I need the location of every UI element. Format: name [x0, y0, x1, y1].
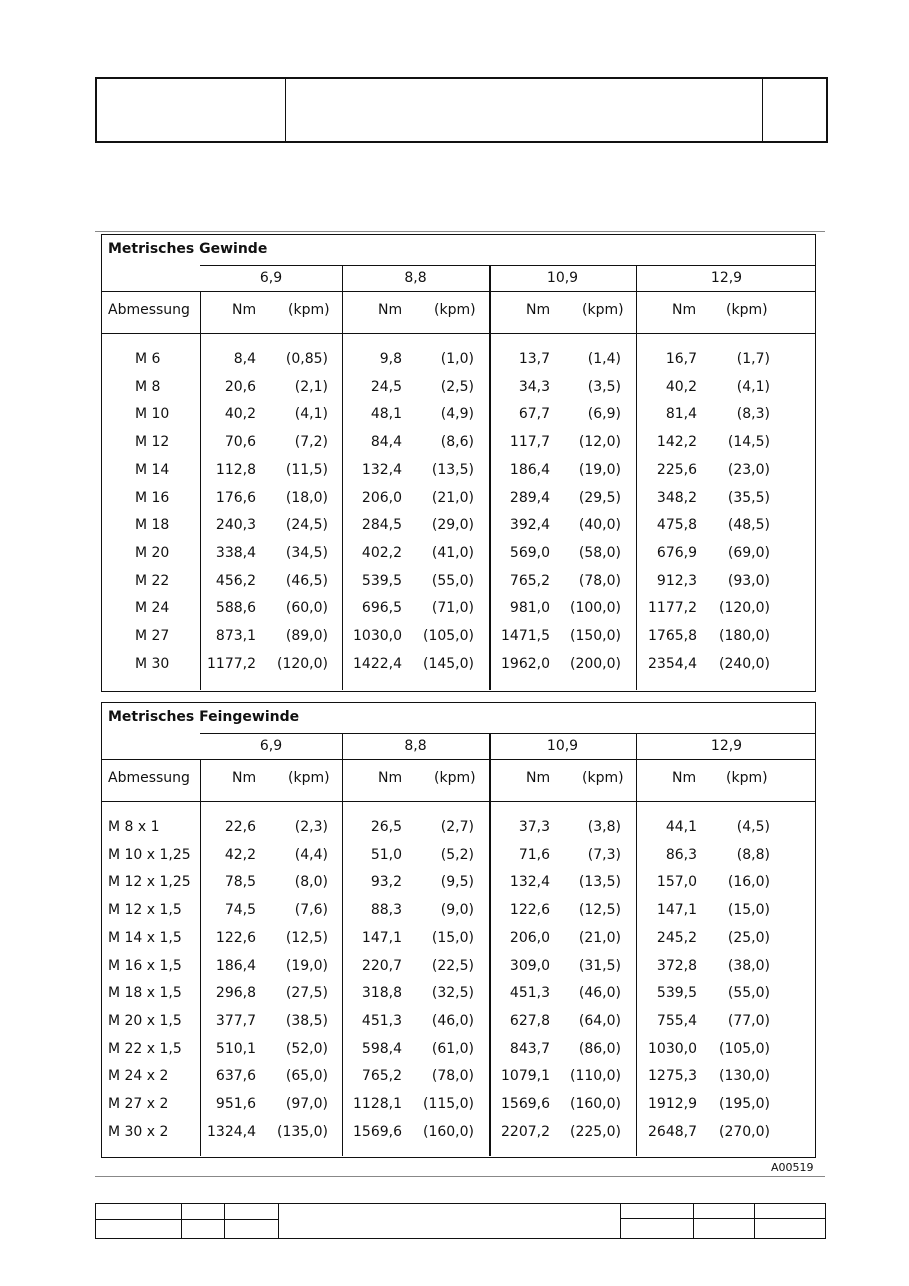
kpm-cell: (55,0) — [431, 572, 474, 589]
kpm-cell: (4,9) — [440, 406, 474, 423]
nm-cell: 16,7 — [665, 351, 697, 367]
nm-cell: 569,0 — [509, 544, 550, 561]
header-rule — [102, 333, 815, 334]
nm-cell: 912,3 — [656, 572, 697, 589]
nm-cell: 588,6 — [215, 600, 256, 617]
kpm-cell: (15,0) — [727, 902, 770, 919]
nm-cell: 1030,0 — [648, 1040, 697, 1057]
nm-cell: 40,2 — [224, 406, 256, 423]
nm-cell: 20,6 — [224, 378, 256, 395]
nm-cell: 2648,7 — [648, 1123, 697, 1140]
nm-cell: 1079,1 — [501, 1068, 550, 1085]
nm-cell: 147,1 — [361, 929, 402, 946]
kpm-cell: (38,0) — [727, 957, 770, 974]
nm-cell: 873,1 — [215, 628, 256, 644]
kpm-cell: (8,3) — [736, 406, 770, 423]
nm-cell: 186,4 — [215, 957, 256, 974]
kpm-cell: (12,5) — [285, 929, 328, 946]
unit-kpm: (kpm) — [582, 302, 624, 318]
table-row — [102, 819, 815, 847]
kpm-cell: (24,5) — [285, 517, 328, 534]
table-row — [102, 985, 815, 1013]
kpm-cell: (46,5) — [285, 572, 328, 589]
footer-div-4 — [620, 1203, 621, 1239]
unit-nm: Nm — [526, 302, 551, 318]
kpm-cell: (35,5) — [727, 489, 770, 506]
size-cell: M 24 x 2 — [108, 1068, 169, 1085]
kpm-cell: (55,0) — [727, 985, 770, 1002]
nm-cell: 132,4 — [361, 461, 402, 478]
kpm-cell: (69,0) — [727, 544, 770, 561]
nm-cell: 70,6 — [224, 434, 256, 451]
kpm-cell: (78,0) — [578, 572, 621, 589]
kpm-cell: (6,9) — [587, 406, 621, 423]
table-row — [102, 1124, 815, 1152]
table-title: Metrisches Gewinde — [108, 241, 268, 257]
kpm-cell: (225,0) — [569, 1123, 621, 1140]
nm-cell: 71,6 — [518, 846, 550, 863]
kpm-cell: (5,2) — [440, 846, 474, 863]
column-header: Abmessung — [108, 302, 190, 318]
size-cell: M 12 x 1,5 — [108, 902, 182, 919]
kpm-cell: (11,5) — [285, 461, 328, 478]
kpm-cell: (21,0) — [578, 929, 621, 946]
size-cell: M 20 — [135, 544, 170, 561]
table-row — [102, 600, 815, 628]
size-cell: M 12 x 1,25 — [108, 874, 191, 891]
nm-cell: 755,4 — [656, 1012, 697, 1029]
unit-kpm: (kpm) — [726, 770, 768, 786]
kpm-cell: (65,0) — [285, 1068, 328, 1085]
kpm-cell: (195,0) — [718, 1096, 770, 1112]
kpm-cell: (19,0) — [578, 461, 621, 478]
kpm-cell: (86,0) — [578, 1040, 621, 1057]
table-row — [102, 958, 815, 986]
nm-cell: 392,4 — [509, 517, 550, 534]
size-cell: M 6 — [135, 351, 161, 367]
nm-cell: 1275,3 — [648, 1068, 697, 1085]
kpm-cell: (8,0) — [294, 874, 328, 891]
table-row — [102, 490, 815, 518]
table-row — [102, 545, 815, 573]
nm-cell: 132,4 — [509, 874, 550, 891]
title-rule — [200, 733, 815, 734]
nm-cell: 42,2 — [224, 846, 256, 863]
nm-cell: 147,1 — [656, 902, 697, 919]
nm-cell: 176,6 — [215, 489, 256, 506]
table-row — [102, 874, 815, 902]
kpm-cell: (145,0) — [422, 655, 474, 672]
kpm-cell: (38,5) — [285, 1012, 328, 1029]
kpm-cell: (0,85) — [285, 351, 328, 367]
kpm-cell: (60,0) — [285, 600, 328, 617]
nm-cell: 142,2 — [656, 434, 697, 451]
nm-cell: 122,6 — [509, 902, 550, 919]
nm-cell: 24,5 — [370, 378, 402, 395]
nm-cell: 1912,9 — [648, 1096, 697, 1112]
header-frame — [95, 77, 828, 143]
kpm-cell: (110,0) — [569, 1068, 621, 1085]
nm-cell: 78,5 — [224, 874, 256, 891]
nm-cell: 1569,6 — [353, 1123, 402, 1140]
kpm-cell: (2,3) — [294, 819, 328, 835]
nm-cell: 93,2 — [370, 874, 402, 891]
kpm-cell: (1,7) — [736, 351, 770, 367]
bottom-rule — [95, 1176, 825, 1177]
size-cell: M 10 — [135, 406, 170, 423]
size-cell: M 30 — [135, 655, 170, 672]
kpm-cell: (31,5) — [578, 957, 621, 974]
kpm-cell: (7,6) — [294, 902, 328, 919]
nm-cell: 1177,2 — [207, 655, 256, 672]
size-cell: M 27 x 2 — [108, 1096, 169, 1112]
nm-cell: 765,2 — [509, 572, 550, 589]
kpm-cell: (8,6) — [440, 434, 474, 451]
nm-cell: 117,7 — [509, 434, 550, 451]
unit-kpm: (kpm) — [726, 302, 768, 318]
kpm-cell: (19,0) — [285, 957, 328, 974]
table-row — [102, 1013, 815, 1041]
size-cell: M 10 x 1,25 — [108, 846, 191, 863]
nm-cell: 510,1 — [215, 1040, 256, 1057]
kpm-cell: (22,5) — [431, 957, 474, 974]
nm-cell: 240,3 — [215, 517, 256, 534]
nm-cell: 676,9 — [656, 544, 697, 561]
nm-cell: 86,3 — [665, 846, 697, 863]
nm-cell: 475,8 — [656, 517, 697, 534]
unit-nm: Nm — [672, 302, 697, 318]
unit-nm: Nm — [378, 770, 403, 786]
table-row — [102, 656, 815, 684]
footer-div-2 — [224, 1203, 225, 1239]
nm-cell: 348,2 — [656, 489, 697, 506]
kpm-cell: (130,0) — [718, 1068, 770, 1085]
footer-div-5 — [693, 1203, 694, 1239]
kpm-cell: (115,0) — [422, 1096, 474, 1112]
nm-cell: 451,3 — [509, 985, 550, 1002]
table-row — [102, 1041, 815, 1069]
table-row — [102, 902, 815, 930]
unit-nm: Nm — [232, 770, 257, 786]
kpm-cell: (1,0) — [440, 351, 474, 367]
table-row — [102, 1096, 815, 1124]
size-cell: M 12 — [135, 434, 170, 451]
class-label: 6,9 — [259, 738, 283, 754]
nm-cell: 206,0 — [361, 489, 402, 506]
kpm-cell: (105,0) — [718, 1040, 770, 1057]
nm-cell: 843,7 — [509, 1040, 550, 1057]
nm-cell: 338,4 — [215, 544, 256, 561]
nm-cell: 1128,1 — [353, 1096, 402, 1112]
unit-nm: Nm — [378, 302, 403, 318]
nm-cell: 206,0 — [509, 929, 550, 946]
kpm-cell: (240,0) — [718, 655, 770, 672]
unit-nm: Nm — [672, 770, 697, 786]
nm-cell: 539,5 — [656, 985, 697, 1002]
figure-id: A00519 — [771, 1161, 814, 1174]
kpm-cell: (48,5) — [727, 517, 770, 534]
kpm-cell: (29,5) — [578, 489, 621, 506]
footer-mid-line-left — [95, 1219, 278, 1220]
table-row — [102, 573, 815, 601]
table-row — [102, 517, 815, 545]
kpm-cell: (40,0) — [578, 517, 621, 534]
table-metrisches-gewinde — [101, 234, 816, 692]
nm-cell: 1030,0 — [353, 628, 402, 644]
kpm-cell: (41,0) — [431, 544, 474, 561]
top-rule — [95, 231, 825, 232]
size-cell: M 14 x 1,5 — [108, 929, 182, 946]
table-row — [102, 351, 815, 379]
kpm-cell: (16,0) — [727, 874, 770, 891]
size-cell: M 30 x 2 — [108, 1123, 169, 1140]
nm-cell: 186,4 — [509, 461, 550, 478]
size-cell: M 22 — [135, 572, 170, 589]
class-rule — [102, 759, 815, 760]
kpm-cell: (2,7) — [440, 819, 474, 835]
nm-cell: 157,0 — [656, 874, 697, 891]
kpm-cell: (15,0) — [431, 929, 474, 946]
kpm-cell: (78,0) — [431, 1068, 474, 1085]
header-divider-left — [285, 77, 286, 143]
class-rule — [102, 291, 815, 292]
kpm-cell: (97,0) — [285, 1096, 328, 1112]
nm-cell: 26,5 — [370, 819, 402, 835]
kpm-cell: (8,8) — [736, 846, 770, 863]
nm-cell: 74,5 — [224, 902, 256, 919]
kpm-cell: (1,4) — [587, 351, 621, 367]
nm-cell: 1177,2 — [648, 600, 697, 617]
size-cell: M 14 — [135, 461, 170, 478]
kpm-cell: (200,0) — [569, 655, 621, 672]
nm-cell: 296,8 — [215, 985, 256, 1002]
kpm-cell: (270,0) — [718, 1123, 770, 1140]
kpm-cell: (9,0) — [440, 902, 474, 919]
kpm-cell: (25,0) — [727, 929, 770, 946]
nm-cell: 451,3 — [361, 1012, 402, 1029]
nm-cell: 48,1 — [370, 406, 402, 423]
nm-cell: 981,0 — [509, 600, 550, 617]
nm-cell: 1471,5 — [501, 628, 550, 644]
kpm-cell: (13,5) — [578, 874, 621, 891]
footer-div-6 — [754, 1203, 755, 1239]
column-header: Abmessung — [108, 770, 190, 786]
nm-cell: 112,8 — [215, 461, 256, 478]
size-cell: M 22 x 1,5 — [108, 1040, 182, 1057]
class-label: 10,9 — [546, 738, 579, 754]
kpm-cell: (46,0) — [431, 1012, 474, 1029]
size-cell: M 24 — [135, 600, 170, 617]
class-label: 12,9 — [710, 270, 743, 286]
kpm-cell: (100,0) — [569, 600, 621, 617]
kpm-cell: (23,0) — [727, 461, 770, 478]
table-metrisches-feingewinde — [101, 702, 816, 1158]
kpm-cell: (180,0) — [718, 628, 770, 644]
kpm-cell: (93,0) — [727, 572, 770, 589]
size-cell: M 8 — [135, 378, 161, 395]
kpm-cell: (12,0) — [578, 434, 621, 451]
nm-cell: 122,6 — [215, 929, 256, 946]
class-label: 10,9 — [546, 270, 579, 286]
nm-cell: 84,4 — [370, 434, 402, 451]
kpm-cell: (3,5) — [587, 378, 621, 395]
nm-cell: 627,8 — [509, 1012, 550, 1029]
class-label: 8,8 — [404, 738, 427, 754]
nm-cell: 44,1 — [665, 819, 697, 835]
nm-cell: 225,6 — [656, 461, 697, 478]
nm-cell: 318,8 — [361, 985, 402, 1002]
nm-cell: 539,5 — [361, 572, 402, 589]
unit-kpm: (kpm) — [288, 770, 330, 786]
kpm-cell: (13,5) — [431, 461, 474, 478]
table-row — [102, 930, 815, 958]
size-cell: M 16 — [135, 489, 170, 506]
kpm-cell: (12,5) — [578, 902, 621, 919]
nm-cell: 951,6 — [215, 1096, 256, 1112]
nm-cell: 1765,8 — [648, 628, 697, 644]
kpm-cell: (64,0) — [578, 1012, 621, 1029]
unit-nm: Nm — [526, 770, 551, 786]
class-label: 12,9 — [710, 738, 743, 754]
kpm-cell: (71,0) — [431, 600, 474, 617]
nm-cell: 220,7 — [361, 957, 402, 974]
kpm-cell: (2,5) — [440, 378, 474, 395]
kpm-cell: (150,0) — [569, 628, 621, 644]
nm-cell: 22,6 — [224, 819, 256, 835]
size-cell: M 18 x 1,5 — [108, 985, 182, 1002]
nm-cell: 2354,4 — [648, 655, 697, 672]
nm-cell: 456,2 — [215, 572, 256, 589]
footer-frame — [95, 1203, 826, 1239]
table-title: Metrisches Feingewinde — [108, 709, 300, 725]
kpm-cell: (9,5) — [440, 874, 474, 891]
kpm-cell: (4,4) — [294, 846, 328, 863]
unit-nm: Nm — [232, 302, 257, 318]
unit-kpm: (kpm) — [582, 770, 624, 786]
kpm-cell: (77,0) — [727, 1012, 770, 1029]
kpm-cell: (18,0) — [285, 489, 328, 506]
table-row — [102, 379, 815, 407]
title-rule — [200, 265, 815, 266]
nm-cell: 1962,0 — [501, 655, 550, 672]
footer-mid-line-right — [620, 1218, 826, 1219]
unit-kpm: (kpm) — [434, 770, 476, 786]
nm-cell: 40,2 — [665, 378, 697, 395]
nm-cell: 402,2 — [361, 544, 402, 561]
kpm-cell: (14,5) — [727, 434, 770, 451]
nm-cell: 696,5 — [361, 600, 402, 617]
nm-cell: 34,3 — [518, 378, 550, 395]
size-cell: M 8 x 1 — [108, 819, 160, 835]
kpm-cell: (4,1) — [294, 406, 328, 423]
table-row — [102, 462, 815, 490]
nm-cell: 37,3 — [518, 819, 550, 835]
class-label: 6,9 — [259, 270, 283, 286]
kpm-cell: (7,2) — [294, 434, 328, 451]
nm-cell: 81,4 — [665, 406, 697, 423]
table-row — [102, 847, 815, 875]
unit-kpm: (kpm) — [434, 302, 476, 318]
nm-cell: 309,0 — [509, 957, 550, 974]
kpm-cell: (32,5) — [431, 985, 474, 1002]
kpm-cell: (7,3) — [587, 846, 621, 863]
footer-div-3 — [278, 1203, 279, 1239]
nm-cell: 284,5 — [361, 517, 402, 534]
kpm-cell: (29,0) — [431, 517, 474, 534]
nm-cell: 1324,4 — [207, 1123, 256, 1140]
kpm-cell: (58,0) — [578, 544, 621, 561]
kpm-cell: (4,5) — [736, 819, 770, 835]
size-cell: M 20 x 1,5 — [108, 1012, 182, 1029]
kpm-cell: (105,0) — [422, 628, 474, 644]
header-divider-right — [762, 77, 763, 143]
size-cell: M 27 — [135, 628, 170, 644]
class-label: 8,8 — [404, 270, 427, 286]
nm-cell: 289,4 — [509, 489, 550, 506]
kpm-cell: (120,0) — [718, 600, 770, 617]
table-row — [102, 1068, 815, 1096]
nm-cell: 13,7 — [518, 351, 550, 367]
kpm-cell: (21,0) — [431, 489, 474, 506]
kpm-cell: (61,0) — [431, 1040, 474, 1057]
kpm-cell: (3,8) — [587, 819, 621, 835]
nm-cell: 1422,4 — [353, 655, 402, 672]
nm-cell: 377,7 — [215, 1012, 256, 1029]
table-row — [102, 628, 815, 656]
nm-cell: 67,7 — [518, 406, 550, 423]
kpm-cell: (120,0) — [276, 655, 328, 672]
kpm-cell: (135,0) — [276, 1123, 328, 1140]
table-row — [102, 434, 815, 462]
nm-cell: 88,3 — [370, 902, 402, 919]
nm-cell: 637,6 — [215, 1068, 256, 1085]
table-row — [102, 406, 815, 434]
header-rule — [102, 801, 815, 802]
kpm-cell: (160,0) — [569, 1096, 621, 1112]
kpm-cell: (34,5) — [285, 544, 328, 561]
size-cell: M 18 — [135, 517, 170, 534]
nm-cell: 1569,6 — [501, 1096, 550, 1112]
nm-cell: 598,4 — [361, 1040, 402, 1057]
kpm-cell: (4,1) — [736, 378, 770, 395]
kpm-cell: (52,0) — [285, 1040, 328, 1057]
nm-cell: 2207,2 — [501, 1123, 550, 1140]
nm-cell: 8,4 — [233, 351, 256, 367]
nm-cell: 245,2 — [656, 929, 697, 946]
nm-cell: 9,8 — [379, 351, 402, 367]
footer-div-1 — [181, 1203, 182, 1239]
size-cell: M 16 x 1,5 — [108, 957, 182, 974]
nm-cell: 51,0 — [370, 846, 402, 863]
kpm-cell: (2,1) — [294, 378, 328, 395]
kpm-cell: (46,0) — [578, 985, 621, 1002]
nm-cell: 765,2 — [361, 1068, 402, 1085]
kpm-cell: (27,5) — [285, 985, 328, 1002]
kpm-cell: (89,0) — [285, 628, 328, 644]
nm-cell: 372,8 — [656, 957, 697, 974]
kpm-cell: (160,0) — [422, 1123, 474, 1140]
unit-kpm: (kpm) — [288, 302, 330, 318]
